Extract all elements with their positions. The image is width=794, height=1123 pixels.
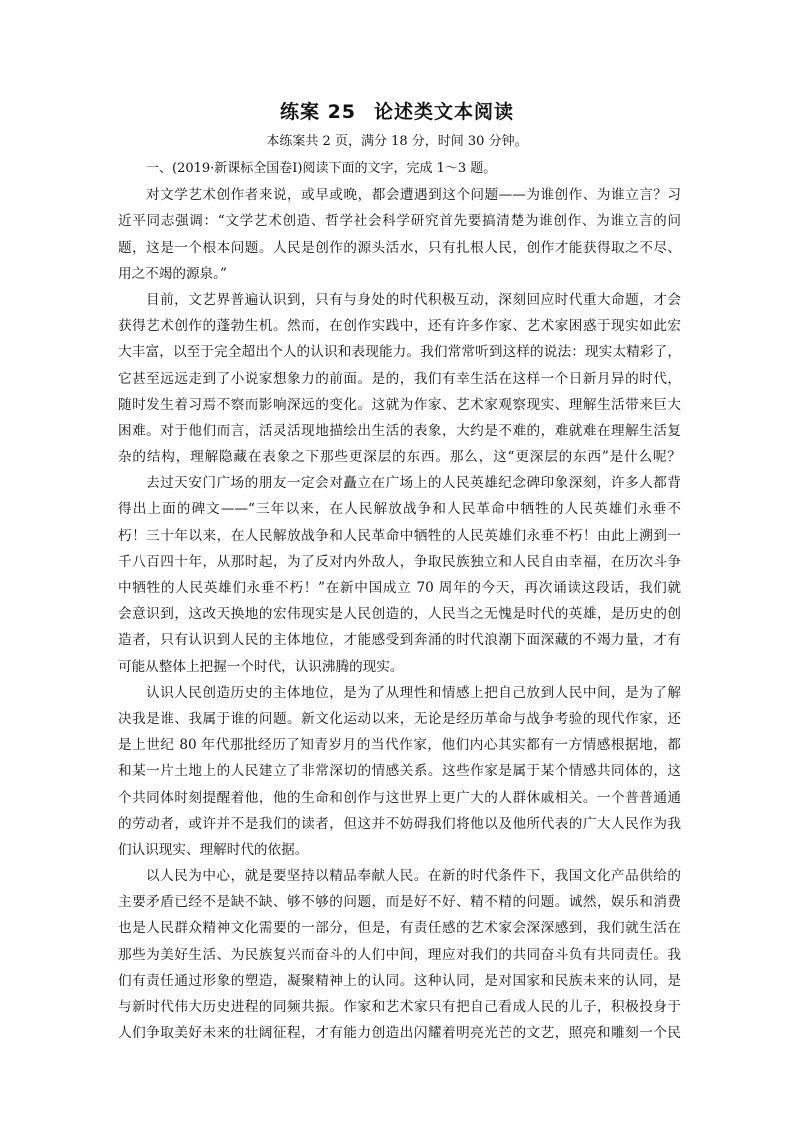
paragraph-line: 与新时代伟大历史进程的同频共振。作家和艺术家只有把自己看成人民的儿子，积极投身于 xyxy=(118,999,681,1015)
paragraph-line: 去过天安门广场的朋友一定会对矗立在广场上的人民英雄纪念碑印象深刻，许多人都背 xyxy=(146,475,681,492)
paragraph-line: 获得艺术创作的蓬勃生机。然而，在创作实践中，还有许多作家、艺术家困惑于现实如此宏 xyxy=(118,318,681,335)
article-body xyxy=(118,156,681,1046)
page-title xyxy=(0,98,794,126)
question-intro: 一、(2019·新课标全国卷Ⅰ)阅读下面的文字，完成 1～3 题。 xyxy=(146,161,497,176)
paragraph-line: 也是人民群众精神文化需要的一部分，但是，有责任感的艺术家会深深感到，我们就生活在 xyxy=(118,920,681,937)
paragraph-line: 以人民为中心，就是要坚持以精品奉献人民。在新的时代条件下，我国文化产品供给的 xyxy=(146,868,681,885)
paragraph-line: 中牺牲的人民英雄们永垂不朽！”在新中国成立 70 周年的今天，再次诵读这段话，我们就 xyxy=(118,580,681,596)
paragraph-line: 认识人民创造历史的主体地位，是为了从理性和情感上把自己放到人民中间，是为了解 xyxy=(146,684,681,701)
paragraph-line: 的劳动者，或许并不是我们的读者，但这并不妨碍我们将他以及他所代表的广大人民作为我 xyxy=(118,815,681,832)
paragraph-line: 千八百四十年，从那时起，为了反对内外敌人，争取民族独立和人民自由幸福，在历次斗争 xyxy=(118,553,681,570)
paragraph-line: 近平同志强调：“文学艺术创造、哲学社会科学研究首先要搞清楚为谁创作、为谁立言的问 xyxy=(118,213,681,230)
paragraph-line: 对文学艺术创作者来说，或早或晚，都会遭遇到这个问题——为谁创作、为谁立言？习 xyxy=(146,187,681,204)
title-topic: 论述类文本阅读 xyxy=(374,101,515,123)
paragraph-line: 个共同体时刻提醒着他，他的生命和创作与这世界上更广大的人群休戚相关。一个普普通通 xyxy=(118,789,681,806)
paragraph-line: 杂的结构，理解隐藏在表象之下那些更深层的东西。那么，这“更深层的东西”是什么呢？ xyxy=(118,449,681,466)
paragraph-line: 人们争取美好未来的壮阔征程，才有能力创造出闪耀着明亮光芒的文艺，照亮和雕刻一个民 xyxy=(118,1025,681,1042)
paragraph-2 xyxy=(118,287,681,470)
paragraph-line: 是上世纪 80 年代那批经历了知青岁月的当代作家，他们内心其实都有一方情感根据地，都 xyxy=(118,737,681,754)
paragraph-line: 可能从整体上把握一个时代，认识沸腾的现实。 xyxy=(118,658,404,675)
paragraph-line: 们有责任通过形象的塑造，凝聚精神上的认同。这种认同，是对国家和民族未来的认同，是 xyxy=(118,972,681,989)
paragraph-3 xyxy=(118,470,681,680)
paragraph-line: 朽！三十年以来，在人民解放战争和人民革命中牺牲的人民英雄们永垂不朽！由此上溯到一 xyxy=(118,527,681,544)
paragraph-line: 题，这是一个根本问题。人民是创作的源头活水，只有扎根人民，创作才能获得取之不尽、 xyxy=(118,239,681,256)
paragraph-line: 困难。对于他们而言，活灵活现地描绘出生活的表象，大约是不难的，难就难在理解生活复 xyxy=(118,422,681,439)
paragraph-line: 那些为美好生活、为民族复兴而奋斗的人们中间，理应对我们的共同奋斗负有共同责任。我 xyxy=(118,946,681,963)
paragraph-line: 大丰富，以至于完全超出个人的认识和表现能力。我们常常听到这样的说法：现实太精彩了， xyxy=(118,344,681,361)
paragraph-line: 目前，文艺界普遍认识到，只有与身处的时代积极互动，深刻回应时代重大命题，才会 xyxy=(146,291,681,308)
paragraph-4 xyxy=(118,680,681,863)
title-lesson-number: 练案 25 xyxy=(279,101,357,123)
paragraph-line: 决我是谁、我属于谁的问题。新文化运动以来，无论是经历革命与战争考验的现代作家，还 xyxy=(118,710,681,727)
paragraph-line: 得出上面的碑文——“三年以来，在人民解放战争和人民革命中牺牲的人民英雄们永垂不 xyxy=(118,501,681,518)
paragraph-line: 们认识现实、理解时代的依据。 xyxy=(118,841,309,858)
paragraph-5 xyxy=(118,863,681,1046)
page-subtitle: 本练案共 2 页，满分 18 分，时间 30 分钟。 xyxy=(266,134,528,149)
paragraph-line: 用之不竭的源泉。” xyxy=(118,265,227,282)
paragraph-1 xyxy=(118,182,681,287)
paragraph-line: 主要矛盾已经不是缺不缺、够不够的问题，而是好不好、精不精的问题。诚然，娱乐和消费 xyxy=(118,894,681,911)
paragraph-line: 它甚至远远走到了小说家想象力的前面。是的，我们有幸生活在这样一个日新月异的时代， xyxy=(118,370,681,387)
paragraph-line: 随时发生着习焉不察而影响深远的变化。这就为作家、艺术家观察现实、理解生活带来巨大 xyxy=(118,396,681,413)
paragraph-line: 会意识到，这改天换地的宏伟现实是人民创造的，人民当之无愧是时代的英雄，是历史的创 xyxy=(118,606,681,623)
paragraph-line: 造者，只有认识到人民的主体地位，才能感受到奔涌的时代浪潮下面深藏的不竭力量，才有 xyxy=(118,632,681,649)
paragraph-line: 和某一片土地上的人民建立了非常深切的情感关系。这些作家是属于某个情感共同体的，这 xyxy=(118,763,681,780)
